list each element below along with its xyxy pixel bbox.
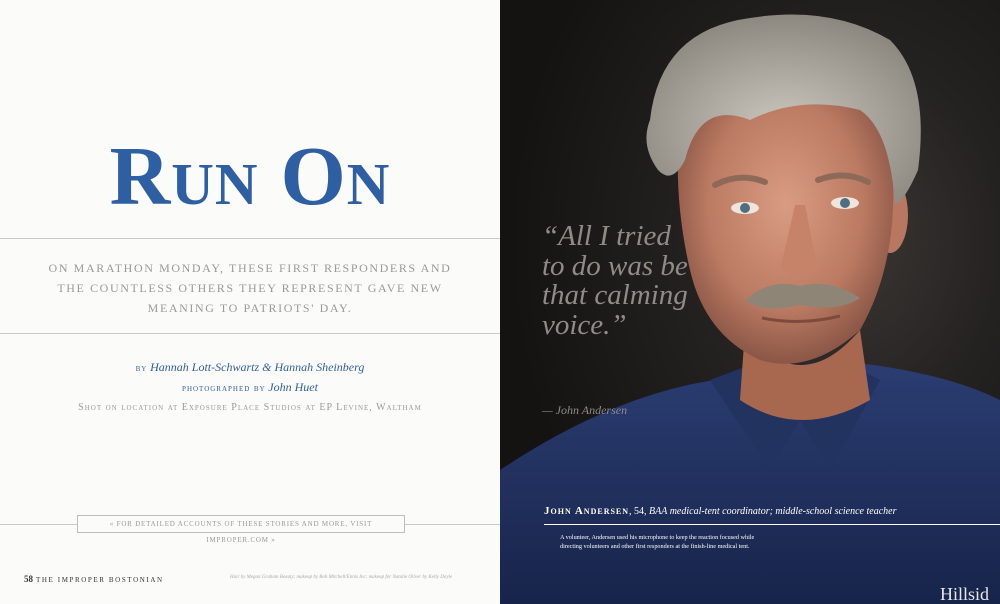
website-link[interactable]: « FOR DETAILED ACCOUNTS OF THESE STORIES AND MORE, VISIT IMPROPER.COM »: [77, 515, 405, 533]
byline-photographer: John Huet: [268, 380, 318, 394]
headline: Run On: [109, 130, 391, 223]
folio: [24, 574, 164, 584]
pull-quote: “All I tried to do was be that calming voice.”: [542, 220, 688, 341]
caption-body: A volunteer, Andersen used his microphone to keep the reaction focused while directing volunteers and other first responders at the finish-line medical tent.: [560, 534, 755, 550]
byline-location: Shot on location at Exposure Place Studios at EP Levine, Waltham: [78, 402, 422, 413]
byline-authors: Hannah Lott-Schwartz & Hannah Sheinberg: [150, 360, 365, 374]
byline: [0, 357, 500, 417]
byline-by: by: [135, 363, 148, 374]
caption-age: , 54,: [629, 506, 647, 517]
caption-name: John Andersen: [544, 505, 630, 517]
caption-header: [544, 505, 896, 517]
shirt-logo-text: Hillsid: [940, 584, 990, 604]
publication-name: THE IMPROPER BOSTONIAN: [36, 576, 164, 584]
page-number: 58: [24, 574, 33, 584]
divider-middle: [0, 333, 500, 334]
caption-role: BAA medical-tent coordinator; middle-school science teacher: [649, 506, 897, 517]
byline-photographed-by: photographed by: [182, 383, 266, 394]
divider-top: [0, 238, 500, 239]
right-page: [500, 0, 1000, 604]
caption-divider: [544, 524, 1000, 525]
deck: ON MARATHON MONDAY, THESE FIRST RESPONDERS AND THE COUNTLESS OTHERS THEY REPRESENT GAVE NEW MEANING TO PATRIOTS' DAY.: [48, 261, 452, 315]
pull-quote-attribution: — John Andersen: [542, 403, 628, 417]
photo-credits: Hair by Megan Graham Beauty; makeup by Bob Mitchell/Ennis Inc; makeup for Natalie Oliver by Kelly Doyle: [230, 575, 453, 580]
